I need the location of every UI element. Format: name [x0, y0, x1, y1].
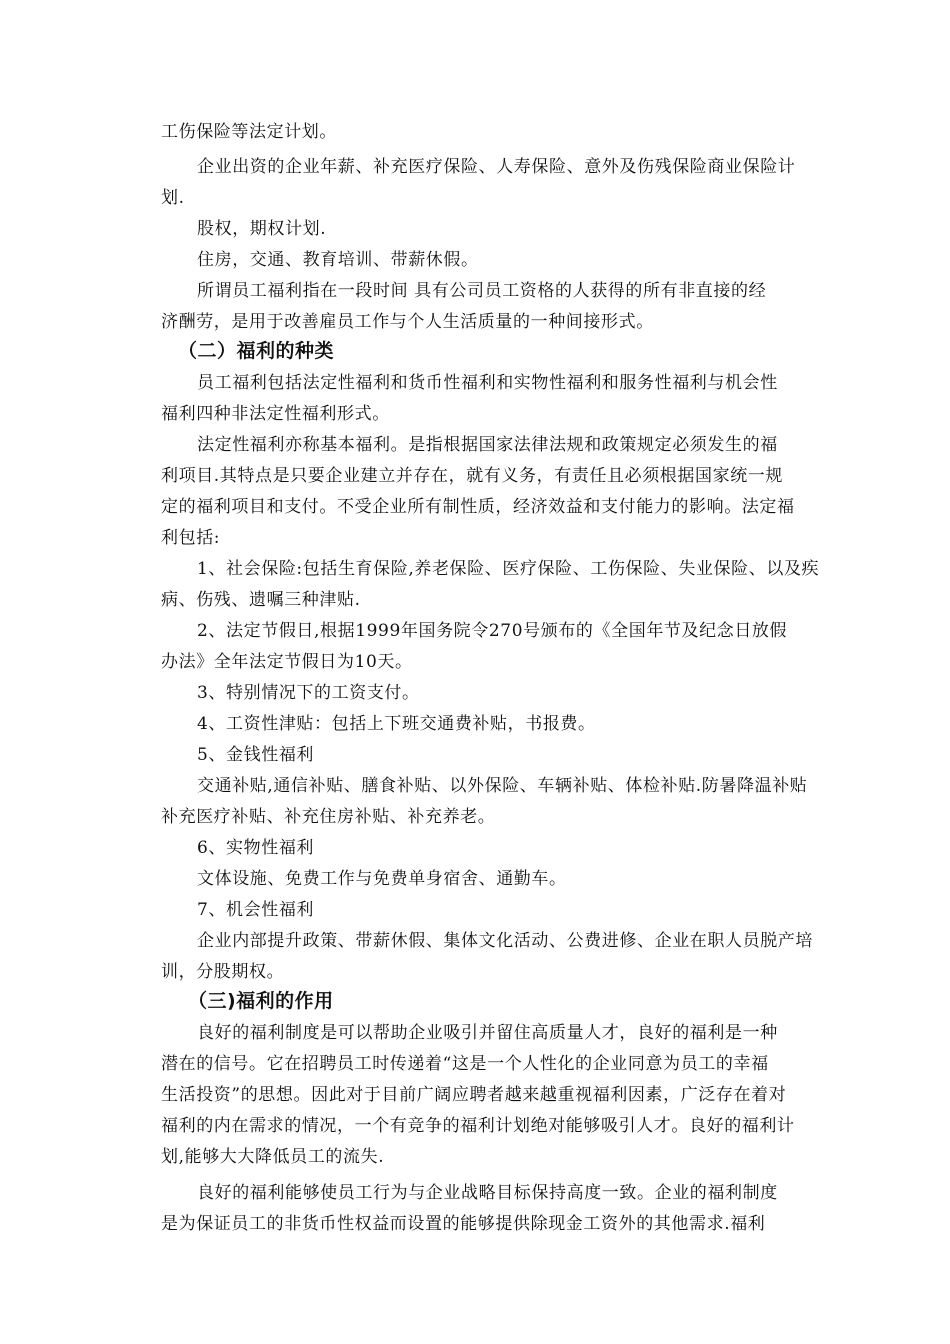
text-line: 利项目.其特点是只要企业建立并存在，就有义务，有责任且必须根据国家统一规: [161, 466, 784, 486]
text-line: 员工福利包括法定性福利和货币性福利和实物性福利和服务性福利与机会性: [197, 373, 778, 393]
text-line: 训，分股期权。: [161, 962, 285, 982]
text-line: 是为保证员工的非货币性权益而设置的能够提供除现金工资外的其他需求.福利: [161, 1214, 766, 1234]
text-line: 5、金钱性福利: [197, 745, 315, 765]
text-line: 良好的福利能够使员工行为与企业战略目标保持高度一致。企业的福利制度: [197, 1183, 778, 1203]
text-line: 企业内部提升政策、带薪休假、集体文化活动、公费进修、企业在职人员脱产培: [197, 931, 813, 951]
text-line: 良好的福利制度是可以帮助企业吸引并留住高质量人才，良好的福利是一种: [197, 1023, 778, 1043]
text-line: 划,能够大大降低员工的流失.: [161, 1147, 385, 1167]
text-line: 住房，交通、教育培训、带薪休假。: [197, 250, 479, 270]
text-line: 2、法定节假日,根据1999年国务院令270号颁布的《全国年节及纪念日放假: [197, 621, 788, 641]
section-heading: （二）福利的种类: [178, 340, 335, 362]
text-line: 生活投资”的思想。因此对于目前广阔应聘者越来越重视福利因素，广泛存在着对: [161, 1085, 787, 1105]
text-line: 交通补贴,通信补贴、膳食补贴、以外保险、车辆补贴、体检补贴.防暑降温补贴: [197, 776, 808, 796]
text-line: 划.: [161, 188, 185, 208]
text-line: 3、特别情况下的工资支付。: [197, 683, 420, 703]
section-heading: （三)福利的作用: [188, 990, 334, 1012]
text-line: 企业出资的企业年薪、补充医疗保险、人寿保险、意外及伤残保险商业保险计: [197, 157, 796, 177]
text-line: 4、工资性津贴：包括上下班交通费补贴，书报费。: [197, 714, 596, 734]
text-line: 股权，期权计划.: [197, 219, 327, 239]
text-line: 济酬劳，是用于改善雇员工作与个人生活质量的一种间接形式。: [161, 312, 654, 332]
text-line: 定的福利项目和支付。不受企业所有制性质，经济效益和支付能力的影响。法定福: [161, 497, 795, 517]
text-line: 6、实物性福利: [197, 838, 315, 858]
text-line: 文体设施、免费工作与免费单身宿舍、通勤车。: [197, 869, 567, 889]
text-line: 1、社会保险:包括生育保险,养老保险、医疗保险、工伤保险、失业保险、以及疾: [197, 559, 820, 579]
text-line: 福利四种非法定性福利形式。: [161, 404, 390, 424]
text-line: 7、机会性福利: [197, 900, 315, 920]
text-line: 福利的内在需求的情况，一个有竞争的福利计划绝对能够吸引人才。良好的福利计: [161, 1116, 795, 1136]
text-line: 潜在的信号。它在招聘员工时传递着“这是一个人性化的企业同意为员工的幸福: [161, 1054, 769, 1074]
text-line: 补充医疗补贴、补充住房补贴、补充养老。: [161, 807, 496, 827]
text-line: 所谓员工福利指在一段时间 具有公司员工资格的人获得的所有非直接的经: [197, 281, 767, 301]
text-line: 利包括:: [161, 528, 221, 548]
text-line: 法定性福利亦称基本福利。是指根据国家法律法规和政策规定必须发生的福: [197, 435, 778, 455]
text-line: 工伤保险等法定计划。: [161, 122, 337, 142]
text-line: 办法》全年法定节假日为10天。: [161, 652, 413, 672]
text-line: 病、伤残、遗嘱三种津贴.: [161, 590, 361, 610]
